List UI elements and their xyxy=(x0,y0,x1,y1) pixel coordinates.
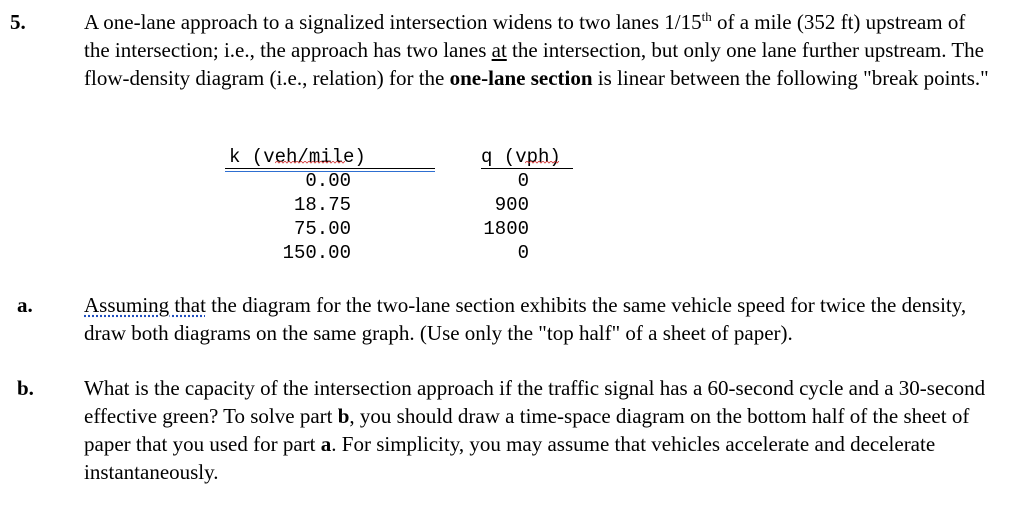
k-value: 18.75 xyxy=(293,194,351,216)
problem-text-4: is linear between the following "break points." xyxy=(592,66,989,90)
q-values xyxy=(481,169,577,265)
problem-text-1: A one-lane approach to a signalized intersection widens to two lanes 1/15 xyxy=(84,10,702,34)
part-b-bold-a: a xyxy=(320,432,332,456)
k-header: k (veh/mile) xyxy=(229,146,366,168)
k-unit-squiggle xyxy=(275,161,345,164)
problem-number: 5. xyxy=(10,10,26,34)
k-value: 150.00 xyxy=(282,242,351,264)
part-b-text-3: . For simplicity, you may assume that vehicles accelerate and decelerate instantaneously. xyxy=(84,432,936,484)
k-value: 75.00 xyxy=(293,218,351,240)
problem-text-sup: th xyxy=(701,9,712,24)
part-a-lead: Assuming that xyxy=(84,293,206,317)
problem-text-2: of a mile (352 ft) upstream of the intersection; i.e., the approach has two lanes xyxy=(84,10,966,62)
q-header: q (vph) xyxy=(481,146,561,168)
q-unit-squiggle xyxy=(525,161,559,164)
part-b-text-1: What is the capacity of the intersection approach if the traffic signal has a 60-second cycle and a 30-second effective green? To solve part xyxy=(84,376,986,428)
break-point-table xyxy=(225,145,585,265)
part-b-text xyxy=(84,374,994,486)
q-value: 1800 xyxy=(483,218,529,240)
part-a-text xyxy=(84,291,994,347)
q-value: 0 xyxy=(517,242,529,264)
part-b-text-2: , you should draw a time-space diagram on the bottom half of the sheet of paper that you used for part xyxy=(84,404,970,456)
part-a-rest: the diagram for the two-lane section exhibits the same vehicle speed for twice the density, draw both diagrams on the same graph. (Use only the "top half" of a sheet of paper). xyxy=(84,293,967,345)
problem-text-bold: one-lane section xyxy=(449,66,593,90)
part-b-label: b. xyxy=(17,376,34,400)
problem-text-3: the intersection, but only one lane further upstream. The flow-density diagram (i.e., relation) for the xyxy=(84,38,984,90)
q-value: 0 xyxy=(517,170,529,192)
k-values xyxy=(225,169,435,265)
part-a-label: a. xyxy=(17,293,33,317)
q-column xyxy=(481,145,577,169)
problem-statement xyxy=(84,8,994,92)
q-value: 900 xyxy=(494,194,529,216)
part-b-bold-b: b xyxy=(337,404,350,428)
k-value: 0.00 xyxy=(305,170,351,192)
k-column xyxy=(225,145,435,169)
problem-text-at: at xyxy=(491,38,507,62)
